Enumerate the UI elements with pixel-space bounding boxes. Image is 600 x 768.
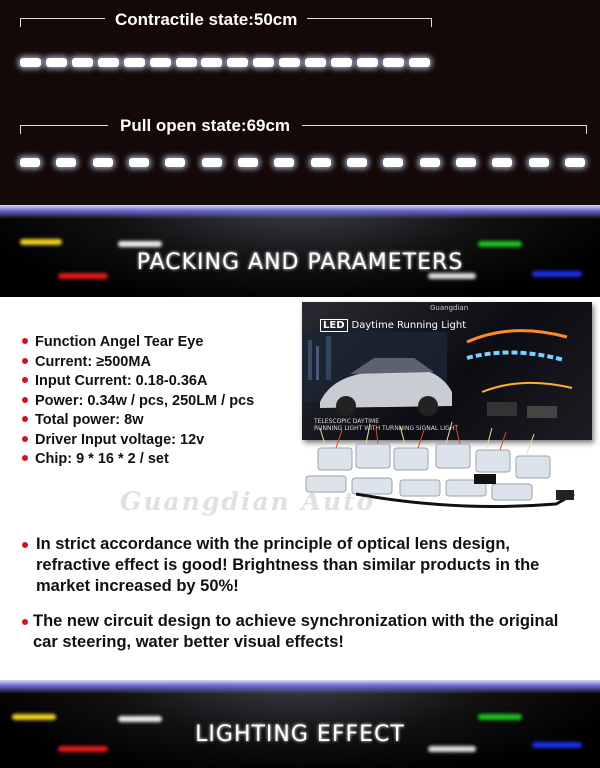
- led-segment: [409, 58, 430, 67]
- led-segment: [20, 158, 40, 167]
- led-segment: [176, 58, 197, 67]
- green-light-blob: [478, 241, 522, 247]
- spec-item: [22, 372, 254, 392]
- led-segment: [456, 158, 476, 167]
- bullet-icon: [22, 338, 28, 344]
- lighting-banner: [0, 680, 600, 768]
- bullet-icon: [22, 542, 28, 548]
- led-segment: [46, 58, 67, 67]
- yellow-light-blob: [20, 239, 62, 245]
- spec-item-text: Total power: 8w: [35, 412, 144, 428]
- led-segment: [331, 58, 352, 67]
- bullet-icon: [22, 436, 28, 442]
- spec-item-text: Driver Input voltage: 12v: [35, 431, 205, 448]
- section-title-lighting: LIGHTING EFFECT: [195, 722, 405, 747]
- yellow-light-blob: [12, 714, 56, 720]
- spec-item: [22, 333, 254, 353]
- paragraph-optical-design-text: In strict accordance with the principle of optical lens design, refractive effect is good! Brightness than similar products in the market increased by 50%!: [36, 535, 540, 595]
- led-segment: [202, 158, 222, 167]
- bullet-icon: [22, 358, 28, 364]
- led-segment: [274, 158, 294, 167]
- led-logo-mark: LED: [320, 319, 348, 332]
- led-segment: [227, 58, 248, 67]
- bullet-icon: [22, 416, 28, 422]
- spec-item-text: Current: ≥500MA: [35, 353, 151, 370]
- led-segment: [124, 58, 145, 67]
- led-segment: [529, 158, 549, 167]
- led-segment: [20, 58, 41, 67]
- box-logo-text: Daytime Running Light: [351, 320, 467, 331]
- led-segment: [383, 158, 403, 167]
- spec-item: [22, 450, 254, 470]
- led-segment: [93, 158, 113, 167]
- led-segment: [150, 58, 171, 67]
- bullet-icon: [22, 619, 28, 625]
- white-light-blob: [118, 241, 162, 247]
- spec-item: [22, 431, 254, 451]
- led-segment: [492, 158, 512, 167]
- led-segment: [238, 158, 258, 167]
- spec-item-text: Power: 0.34w / pcs, 250LM / pcs: [35, 392, 255, 409]
- length-states-panel: [0, 0, 600, 205]
- bullet-icon: [22, 397, 28, 403]
- spec-item: [22, 411, 254, 431]
- spec-item: [22, 353, 254, 373]
- led-segment: [129, 158, 149, 167]
- box-subtitle-line2: RUNNING LIGHT WITH TURNNING SIGNAL LIGHT: [314, 425, 459, 432]
- packing-banner: [0, 205, 600, 297]
- spec-list: [22, 333, 254, 470]
- led-segment: [565, 158, 585, 167]
- led-segment: [253, 58, 274, 67]
- pull-open-state-title: Pull open state:69cm: [108, 116, 302, 136]
- paragraph-circuit-design: [22, 611, 592, 653]
- spec-item: [22, 392, 254, 412]
- bullet-icon: [22, 377, 28, 383]
- spec-item-text: Chip: 9 * 16 * 2 / set: [35, 451, 169, 467]
- spec-item-text: Input Current: 0.18-0.36A: [35, 373, 208, 389]
- box-subtitle-line1: TELESCOPIC DAYTIME: [314, 418, 380, 425]
- led-segment: [201, 58, 222, 67]
- green-light-blob: [478, 714, 522, 720]
- contractile-led-strip: [20, 58, 430, 67]
- paragraph-optical-design: [22, 534, 592, 597]
- led-segment: [420, 158, 440, 167]
- contractile-state-title: Contractile state:50cm: [105, 10, 307, 30]
- led-segment: [72, 58, 93, 67]
- pull-open-led-strip: [20, 158, 585, 167]
- pull-open-bracket: [20, 125, 587, 134]
- banner-glow: [0, 680, 600, 694]
- paragraph-circuit-design-text: The new circuit design to achieve synchronization with the original car steering, water better visual effects!: [33, 612, 559, 651]
- spec-item-text: Function Angel Tear Eye: [35, 334, 204, 350]
- watermark: Guangdian Auto: [120, 487, 376, 516]
- led-segment: [279, 58, 300, 67]
- led-segment: [357, 58, 378, 67]
- box-brand: Guangdian: [430, 304, 469, 312]
- led-segment: [311, 158, 331, 167]
- led-segment: [305, 58, 326, 67]
- led-segment: [165, 158, 185, 167]
- led-segment: [347, 158, 367, 167]
- led-segment: [98, 58, 119, 67]
- led-segment: [56, 158, 76, 167]
- bullet-icon: [22, 455, 28, 461]
- section-title-packing: PACKING AND PARAMETERS: [136, 250, 464, 275]
- banner-glow: [0, 205, 600, 219]
- led-segment: [383, 58, 404, 67]
